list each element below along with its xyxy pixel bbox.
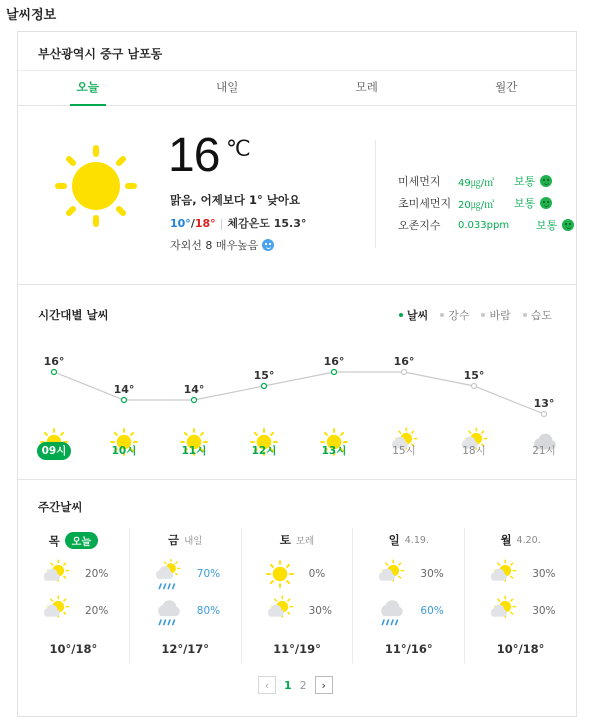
temperature-point xyxy=(542,412,547,417)
air-value: 49㎍/㎥ xyxy=(458,177,495,189)
temperature-label: 14° xyxy=(113,383,135,396)
sun-rain-icon xyxy=(154,560,182,588)
day-sub: 4.19. xyxy=(404,534,429,546)
temperature-label: 15° xyxy=(253,369,275,382)
pm-weather xyxy=(42,596,70,628)
day-header xyxy=(465,532,576,548)
air-value: 20㎍/㎥ xyxy=(458,199,495,211)
am-weather xyxy=(154,560,182,592)
min-max-temp: 10°/18° xyxy=(49,642,98,656)
face-icon xyxy=(562,219,574,231)
sun-cloud-icon xyxy=(489,596,517,624)
temperature-unit: ℃ xyxy=(226,136,251,161)
air-quality xyxy=(398,170,574,236)
tab-tomorrow[interactable]: 내일 xyxy=(216,80,239,94)
temperature-label: 14° xyxy=(183,383,205,396)
pm-weather xyxy=(377,596,405,628)
sun-icon xyxy=(54,144,138,228)
legend-label: 습도 xyxy=(530,309,552,322)
today-badge: 오늘 xyxy=(65,532,98,549)
dot-icon xyxy=(440,313,444,317)
am-rain-chance: 0% xyxy=(308,568,326,580)
day-name: 금 xyxy=(167,533,180,547)
day-column xyxy=(352,528,464,663)
uv-index xyxy=(170,237,274,253)
hour-label: 10시 xyxy=(111,445,137,457)
temperature-point xyxy=(332,370,337,375)
temperature-label: 15° xyxy=(463,369,485,382)
temperature-point xyxy=(472,384,477,389)
rain-icon xyxy=(377,596,405,624)
low-temp: 10° xyxy=(170,217,191,230)
am-rain-chance: 70% xyxy=(196,568,221,580)
hour-label: 11시 xyxy=(181,445,207,457)
pm-rain-chance: 30% xyxy=(532,605,556,617)
day-sub: 4.20. xyxy=(516,534,541,546)
air-label: 초미세먼지 xyxy=(398,197,452,210)
temperature-label: 16° xyxy=(43,355,65,368)
hourly-chart xyxy=(18,352,576,472)
day-column xyxy=(18,528,129,663)
air-row-ozone xyxy=(398,214,574,236)
sun-icon xyxy=(266,560,294,588)
current-temperature: 16 xyxy=(168,129,220,182)
location-label: 부산광역시 중구 남포동 xyxy=(38,47,163,61)
day-name: 일 xyxy=(388,533,400,547)
air-row-pm25 xyxy=(398,192,574,214)
legend-wind[interactable] xyxy=(481,307,510,323)
dot-icon xyxy=(481,313,485,317)
am-weather xyxy=(266,560,294,592)
divider: | xyxy=(219,217,224,230)
legend-weather[interactable] xyxy=(399,307,428,323)
day-name: 월 xyxy=(500,533,512,547)
am-weather xyxy=(42,560,70,592)
prev-page-button[interactable]: ‹ xyxy=(258,676,276,694)
pm-weather xyxy=(266,596,294,628)
feels-like: 체감온도 15.3° xyxy=(227,217,307,230)
temperature-label: 16° xyxy=(393,355,415,368)
temperature-point xyxy=(122,398,127,403)
face-icon xyxy=(540,175,552,187)
sun-cloud-icon xyxy=(489,560,517,588)
sun-cloud-icon xyxy=(266,596,294,624)
day-sub: 내일 xyxy=(184,536,203,547)
hour-label: 13시 xyxy=(321,445,347,457)
page-title: 날씨정보 xyxy=(6,8,57,23)
temperature-point xyxy=(402,370,407,375)
slash: / xyxy=(190,217,195,230)
condition-text: 맑음, 어제보다 1° 낮아요 xyxy=(170,193,301,207)
pm-rain-chance: 30% xyxy=(308,605,332,617)
temperature-point xyxy=(262,384,267,389)
page-2[interactable]: 2 xyxy=(299,678,307,692)
tab-day-after[interactable]: 모레 xyxy=(355,80,378,94)
weekly-forecast xyxy=(18,528,576,663)
min-max-temp: 11°/16° xyxy=(384,642,433,656)
air-status: 보통 xyxy=(514,175,536,188)
temperature-point xyxy=(52,370,57,375)
day-column xyxy=(464,528,576,663)
sun-cloud-icon xyxy=(42,596,70,624)
temperature-label: 16° xyxy=(323,355,345,368)
legend-label: 날씨 xyxy=(406,309,429,322)
sun-cloud-icon xyxy=(42,560,70,588)
tab-monthly[interactable]: 월간 xyxy=(495,80,518,94)
day-header xyxy=(18,532,129,549)
am-weather xyxy=(377,560,405,592)
legend-precipitation[interactable] xyxy=(440,307,469,323)
pm-rain-chance: 60% xyxy=(420,605,444,617)
face-icon xyxy=(262,239,274,251)
day-header xyxy=(353,532,464,548)
temperature-point xyxy=(192,398,197,403)
weekly-title: 주간날씨 xyxy=(38,500,83,514)
day-column xyxy=(241,528,353,663)
weather-card xyxy=(17,31,577,717)
tab-today[interactable]: 오늘 xyxy=(18,71,158,105)
day-header xyxy=(130,532,241,548)
am-rain-chance: 20% xyxy=(85,568,109,580)
hour-label: 12시 xyxy=(251,445,277,457)
air-label: 미세먼지 xyxy=(398,175,441,188)
day-sub: 모레 xyxy=(295,536,315,547)
air-value: 0.033ppm xyxy=(458,219,510,231)
divider xyxy=(18,479,576,480)
rain-icon xyxy=(154,596,182,624)
day-column xyxy=(129,528,241,663)
divider xyxy=(375,140,376,248)
day-name: 토 xyxy=(279,533,291,547)
hour-label: 21시 xyxy=(532,445,556,457)
face-icon xyxy=(540,197,552,209)
high-temp: 18° xyxy=(194,217,216,230)
dot-icon xyxy=(399,313,403,317)
uv-text: 자외선 8 매우높음 xyxy=(170,239,259,252)
dot-icon xyxy=(523,313,527,317)
hourly-title: 시간대별 날씨 xyxy=(38,308,109,322)
pm-weather xyxy=(489,596,517,628)
day-name: 목 xyxy=(48,533,60,548)
pagination xyxy=(258,676,333,694)
divider xyxy=(18,284,576,285)
hour-label: 15시 xyxy=(392,445,416,457)
min-max-temp: 12°/17° xyxy=(161,642,210,656)
temp-range xyxy=(170,215,306,231)
pm-weather xyxy=(154,596,182,628)
air-row-pm10 xyxy=(398,170,574,192)
sun-cloud-icon xyxy=(377,560,405,588)
hourly-legend xyxy=(399,307,552,323)
pm-rain-chance: 20% xyxy=(85,605,109,617)
am-rain-chance: 30% xyxy=(532,568,556,580)
day-tabs xyxy=(18,70,576,106)
air-status: 보통 xyxy=(514,197,536,210)
min-max-temp: 10°/18° xyxy=(496,642,545,656)
hour-label: 09시 xyxy=(37,442,71,460)
air-label: 오존지수 xyxy=(398,219,441,232)
legend-label: 바람 xyxy=(489,309,511,322)
air-status: 보통 xyxy=(536,219,558,232)
legend-label: 강수 xyxy=(448,309,470,322)
next-page-button[interactable]: › xyxy=(315,676,333,694)
am-weather xyxy=(489,560,517,592)
temperature-label: 13° xyxy=(533,397,555,410)
page-1[interactable]: 1 xyxy=(284,678,292,692)
am-rain-chance: 30% xyxy=(420,568,444,580)
hour-label: 18시 xyxy=(462,445,486,457)
min-max-temp: 11°/19° xyxy=(273,642,321,656)
day-header xyxy=(242,532,353,548)
legend-humidity[interactable] xyxy=(523,307,552,323)
pm-rain-chance: 80% xyxy=(196,605,221,617)
